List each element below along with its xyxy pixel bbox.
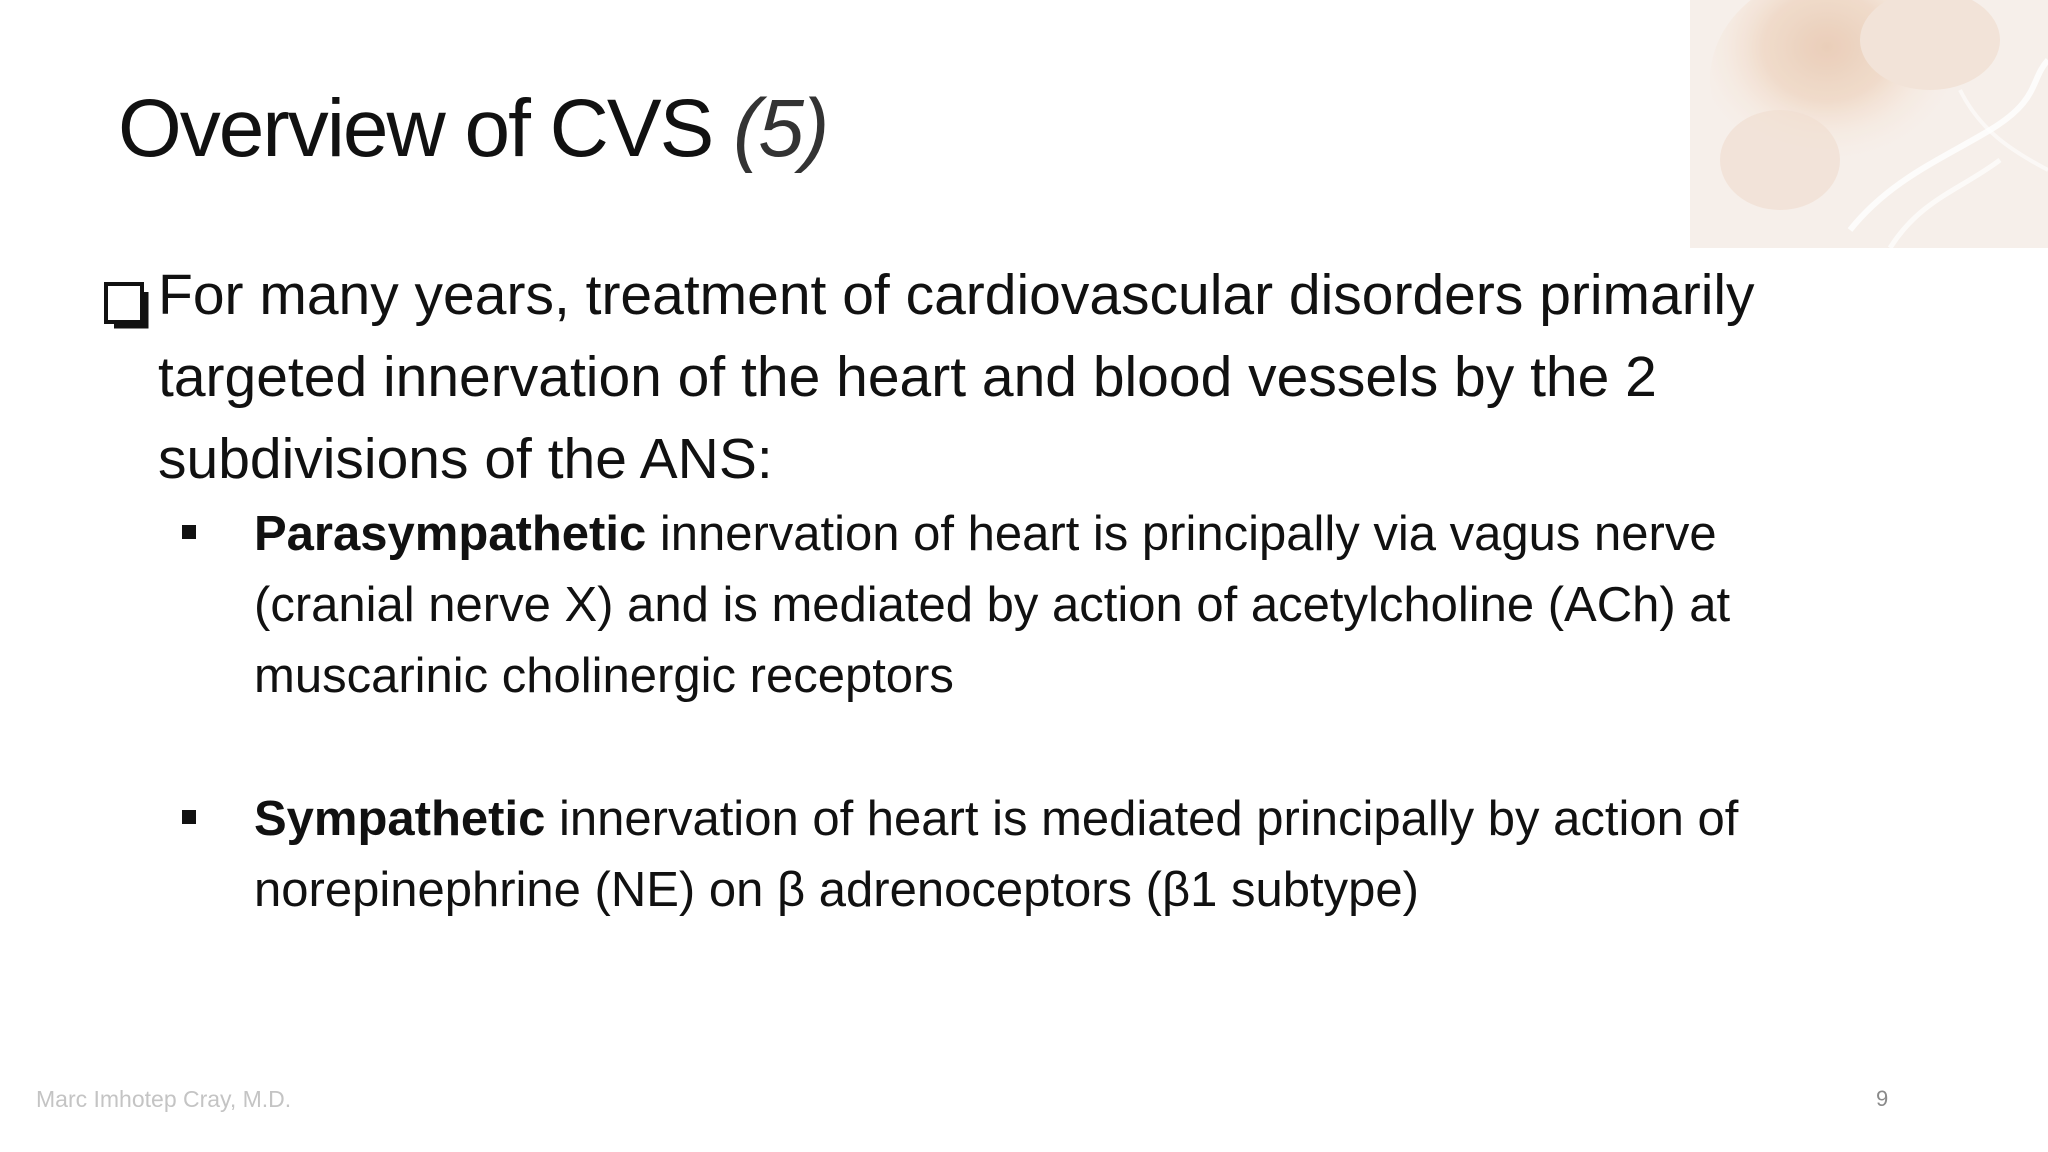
square-bullet-icon bbox=[182, 810, 196, 824]
sub-bullet-term: Sympathetic bbox=[254, 792, 546, 846]
sub-bullet-line: innervation of heart is principally via vagus nerve bbox=[646, 507, 1717, 561]
slide-title-suffix: (5) bbox=[733, 83, 828, 174]
main-bullet-line: targeted innervation of the heart and blood vessels by the 2 bbox=[158, 345, 1657, 409]
sub-bullet-sympathetic bbox=[182, 784, 1962, 926]
decorative-heart-photo bbox=[1690, 0, 2048, 248]
main-bullet-line: For many years, treatment of cardiovascular disorders primarily bbox=[158, 263, 1755, 327]
main-bullet-line: subdivisions of the ANS: bbox=[158, 427, 773, 491]
page-number: 9 bbox=[1876, 1086, 1889, 1111]
slide-title-main: Overview of CVS bbox=[118, 83, 713, 174]
slide-title bbox=[118, 83, 828, 174]
hollow-square-bullet-icon bbox=[102, 270, 150, 320]
sub-bullet-line: (cranial nerve X) and is mediated by action of acetylcholine (ACh) at bbox=[254, 578, 1731, 632]
sub-bullet-term: Parasympathetic bbox=[254, 507, 647, 561]
sub-bullet-parasympathetic bbox=[182, 499, 1962, 712]
square-bullet-icon bbox=[182, 525, 196, 539]
footer-author: Marc Imhotep Cray, M.D. bbox=[36, 1086, 292, 1112]
main-bullet-point bbox=[102, 254, 1942, 500]
sub-bullet-line: muscarinic cholinergic receptors bbox=[254, 649, 954, 703]
sub-bullet-line: innervation of heart is mediated principally by action of bbox=[545, 792, 1739, 846]
sub-bullet-line: norepinephrine (NE) on β adrenoceptors (β1 subtype) bbox=[254, 863, 1419, 917]
